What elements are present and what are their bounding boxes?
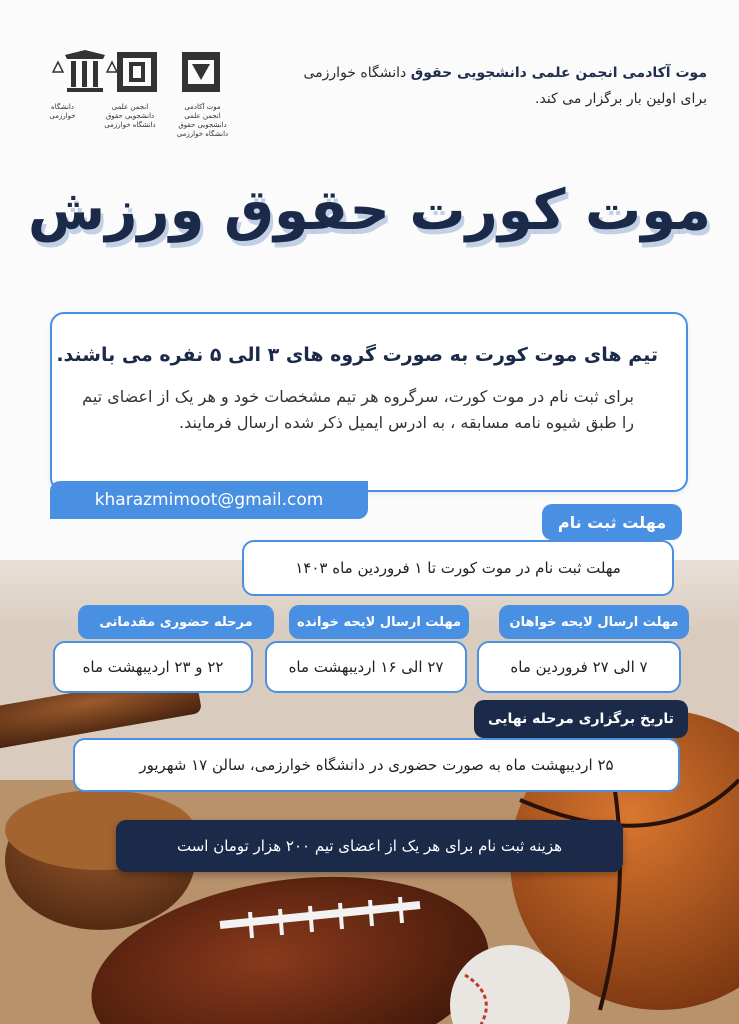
stage3-label: مرحله حضوری مقدماتی <box>78 605 274 639</box>
stage3-value: ۲۲ و ۲۳ اردیبهشت ماه <box>53 641 253 693</box>
final-label: تاریخ برگزاری مرحله نهایی <box>474 700 688 738</box>
intro-text <box>237 60 707 112</box>
stage2-label: مهلت ارسال لایحه خوانده <box>289 605 469 639</box>
rules-card <box>50 312 688 492</box>
intro-line1-prefix: موت آکادمی انجمن علمی دانشجویی حقوق <box>410 65 707 81</box>
email-link[interactable]: kharazmimoot@gmail.com <box>50 481 368 519</box>
fee-banner: هزینه ثبت نام برای هر یک از اعضای تیم ۲۰۰ هزار تومان است <box>116 820 623 872</box>
registration-value: مهلت ثبت نام در موت کورت تا ۱ فروردین ماه ۱۴۰۳ <box>242 540 674 596</box>
rules-body: برای ثبت نام در موت کورت، سرگروه هر تیم مشخصات خود و هر یک از اعضای تیم را طبق شیوه نامه مسابقه ، به ادرس ایمیل ذکر شده ارسال فرمایند. <box>82 387 634 432</box>
logo1-caption: موت آکادمی انجمن علمی دانشجویی حقوق دانشگاه خوارزمی <box>176 103 229 138</box>
final-value: ۲۵ اردیبهشت ماه به صورت حضوری در دانشگاه خوارزمی، سالن ۱۷ شهریور <box>73 738 680 792</box>
logo2-caption: انجمن علمی دانشجویی حقوق دانشگاه خوارزمی <box>104 103 156 129</box>
intro-line2: برای اولین بار برگزار می کند. <box>535 91 707 107</box>
stage1-value: ۷ الی ۲۷ فروردین ماه <box>477 641 681 693</box>
page-title: موت کورت حقوق ورزش <box>27 178 712 243</box>
stage1-label: مهلت ارسال لایحه خواهان <box>499 605 689 639</box>
intro-line1-suffix: دانشگاه خوارزمی <box>303 65 411 81</box>
rules-heading: تیم های موت کورت به صورت گروه های ۳ الی ۵ نفره می باشند. <box>56 344 658 366</box>
stage2-value: ۲۷ الی ۱۶ اردیبهشت ماه <box>265 641 467 693</box>
registration-label: مهلت ثبت نام <box>542 504 682 540</box>
logo3-caption: دانشگاه خوارزمی <box>49 103 76 120</box>
